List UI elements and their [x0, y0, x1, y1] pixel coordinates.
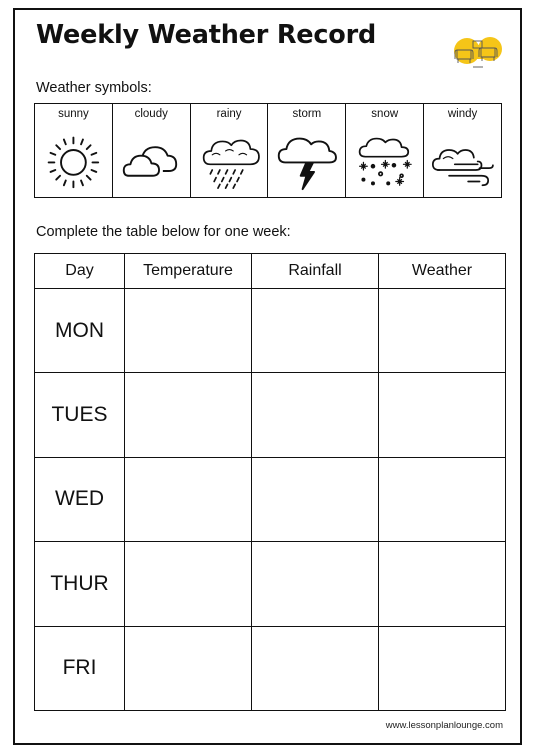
table-row	[35, 457, 506, 541]
temperature-cell[interactable]	[125, 289, 252, 373]
sun-icon	[41, 128, 106, 193]
day-cell: MON	[35, 289, 125, 373]
table-header-row	[35, 254, 506, 289]
weather-cell[interactable]	[379, 457, 506, 541]
symbol-label: sunny	[58, 108, 89, 120]
rainfall-cell[interactable]	[252, 542, 379, 626]
day-cell: WED	[35, 457, 125, 541]
day-cell: TUES	[35, 373, 125, 457]
rainfall-cell[interactable]	[252, 457, 379, 541]
header-day: Day	[35, 254, 125, 289]
rainfall-cell[interactable]	[252, 373, 379, 457]
weather-cell[interactable]	[379, 289, 506, 373]
footer-url: www.lessonplanlounge.com	[385, 720, 503, 731]
symbol-cloudy	[112, 104, 190, 197]
temperature-cell[interactable]	[125, 457, 252, 541]
symbol-snow	[345, 104, 423, 197]
symbol-label: cloudy	[134, 108, 168, 120]
symbol-rainy	[190, 104, 268, 197]
table-row	[35, 626, 506, 710]
symbol-label: rainy	[216, 108, 242, 120]
logo	[449, 33, 507, 73]
symbols-label: Weather symbols:	[36, 80, 152, 96]
weather-cell[interactable]	[379, 542, 506, 626]
weather-cell[interactable]	[379, 626, 506, 710]
wind-icon	[430, 128, 495, 193]
page-title: Weekly Weather Record	[36, 20, 377, 50]
rainfall-cell[interactable]	[252, 289, 379, 373]
table-row	[35, 542, 506, 626]
temperature-cell[interactable]	[125, 626, 252, 710]
rain-cloud-icon	[197, 128, 262, 193]
symbol-sunny	[35, 104, 112, 197]
weather-record-table	[34, 253, 506, 711]
temperature-cell[interactable]	[125, 542, 252, 626]
table-row	[35, 373, 506, 457]
weather-cell[interactable]	[379, 373, 506, 457]
weather-symbols-key	[34, 103, 502, 198]
storm-icon	[274, 128, 339, 193]
symbol-storm	[267, 104, 345, 197]
header-rainfall: Rainfall	[252, 254, 379, 289]
temperature-cell[interactable]	[125, 373, 252, 457]
symbol-label: storm	[292, 108, 322, 120]
rainfall-cell[interactable]	[252, 626, 379, 710]
day-cell: FRI	[35, 626, 125, 710]
day-cell: THUR	[35, 542, 125, 626]
symbol-windy	[423, 104, 501, 197]
symbol-label: snow	[371, 108, 399, 120]
snow-cloud-icon	[352, 128, 417, 193]
symbol-label: windy	[447, 108, 478, 120]
instructions-label: Complete the table below for one week:	[36, 224, 291, 240]
header-weather: Weather	[379, 254, 506, 289]
header-temperature: Temperature	[125, 254, 252, 289]
cloud-icon	[119, 128, 184, 193]
table-row	[35, 289, 506, 373]
